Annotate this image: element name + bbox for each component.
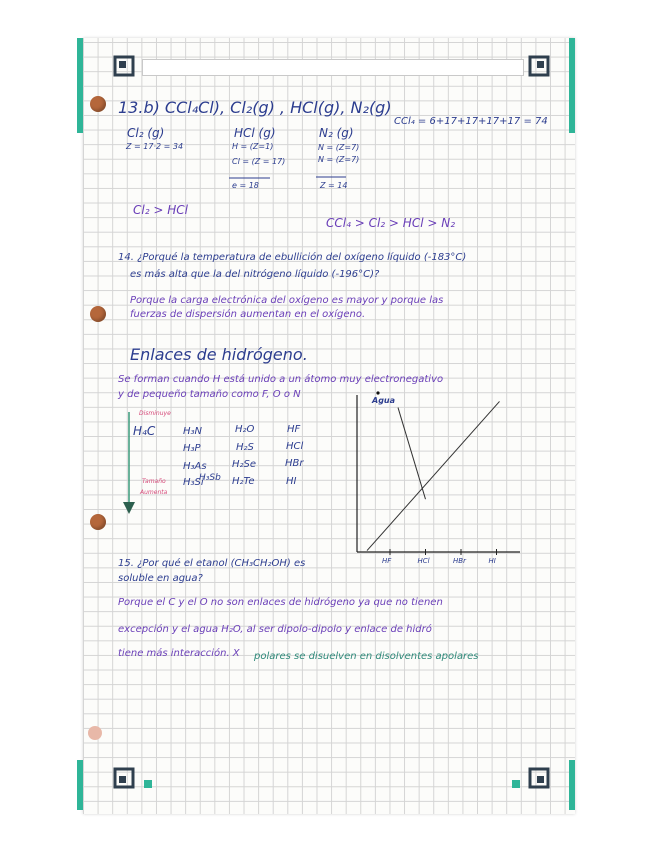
hydride-col4-row1: HF bbox=[287, 424, 301, 435]
q13-n2-a: N = (Z=7) bbox=[318, 143, 360, 152]
hydride-col4-row3: HBr bbox=[285, 458, 304, 469]
hbonds-title: Enlaces de hidrógeno. bbox=[130, 345, 308, 364]
hydride-col3-row1: H₂O bbox=[235, 424, 255, 435]
hydride-col1-row4: H₃Si bbox=[183, 477, 204, 488]
hydride-col2-row1: H₃N bbox=[183, 426, 203, 437]
q14-answer-line2: fuerzas de dispersión aumentan en el oxígeno. bbox=[130, 309, 366, 320]
hydride-col3-row3: H₂Se bbox=[232, 459, 257, 470]
q13-hcl-total: e = 18 bbox=[232, 181, 259, 190]
q15-answer-line3: tiene más interacción. X bbox=[118, 648, 240, 659]
arrow-label-bottom-2: Aumenta bbox=[140, 489, 168, 496]
chart-x-tick-label: HF bbox=[382, 557, 392, 565]
hydride-col4-row2: HCl bbox=[286, 441, 304, 452]
hydride-col4-row4: HI bbox=[286, 476, 297, 487]
q13-n2-label: N₂ (g) bbox=[319, 126, 354, 140]
q14-question-line2: es más alta que la del nitrógeno líquido (-196°C)? bbox=[130, 269, 380, 280]
hbonds-text-line1: Se forman cuando H está unido a un átomo muy electronegativo bbox=[118, 374, 444, 385]
q13-n2-b: N = (Z=7) bbox=[318, 155, 360, 164]
q15-answer-line2: excepción y el agua H₂O, al ser dipolo-dipolo y enlace de hidró bbox=[118, 624, 432, 635]
q15-question-line2: soluble en agua? bbox=[118, 573, 203, 584]
q13-header: 13.b) CCl₄Cl), Cl₂(g) , HCl(g), N₂(g) bbox=[118, 98, 392, 117]
hbonds-text-line2: y de pequeño tamaño como F, O o N bbox=[118, 389, 301, 400]
chart-agua-dot bbox=[376, 391, 379, 394]
hydride-col1-row1: H₄C bbox=[133, 424, 156, 438]
chart-x-tick-label: HI bbox=[488, 557, 496, 565]
arrow-label-top: Disminuye bbox=[139, 410, 171, 417]
chart-hf-anomaly-line bbox=[398, 408, 426, 500]
q14-answer-line1: Porque la carga electrónica del oxígeno es mayor y porque las bbox=[130, 295, 444, 306]
q13-ccl4-calc: CCl₄ = 6+17+17+17+17 = 74 bbox=[394, 116, 548, 127]
q13-cl2-label: Cl₂ (g) bbox=[127, 126, 165, 140]
q13-order: CCl₄ > Cl₂ > HCl > N₂ bbox=[326, 216, 455, 230]
q15-answer-line1: Porque el C y el O no son enlaces de hidrógeno ya que no tienen bbox=[118, 597, 443, 608]
hydride-col2-row4: H₃Sb bbox=[199, 473, 221, 483]
arrow-label-bottom-1: Tamaño bbox=[142, 478, 166, 485]
q13-cl2-order: Cl₂ > HCl bbox=[133, 203, 188, 217]
hydride-col3-row2: H₂S bbox=[236, 442, 254, 453]
hydride-col2-row2: H₃P bbox=[183, 443, 201, 454]
q13-hcl-cl: Cl = (Z = 17) bbox=[232, 157, 286, 166]
hydride-col3-row4: H₂Te bbox=[232, 476, 255, 487]
q13-n2-total: Z = 14 bbox=[320, 181, 348, 190]
q14-question-line1: 14. ¿Porqué la temperatura de ebullición del oxígeno líquido (-183°C) bbox=[118, 252, 467, 263]
chart-x-tick-label: HCl bbox=[417, 557, 430, 565]
q13-hcl-h: H = (Z=1) bbox=[232, 142, 274, 151]
q13-hcl-label: HCl (g) bbox=[234, 126, 276, 140]
q15-question-line1: 15. ¿Por qué el etanol (CH₃CH₂OH) es bbox=[118, 558, 306, 569]
chart-x-tick-label: HBr bbox=[453, 557, 466, 565]
chart-trend-line bbox=[367, 401, 500, 550]
chart-annotation: Agua bbox=[372, 396, 396, 405]
q15-answer-line3b: polares se disuelven en disolventes apolares bbox=[254, 651, 479, 662]
q13-cl2-calc: Z = 17·2 = 34 bbox=[126, 142, 184, 151]
hydride-col2-row3: H₃As bbox=[183, 461, 207, 472]
